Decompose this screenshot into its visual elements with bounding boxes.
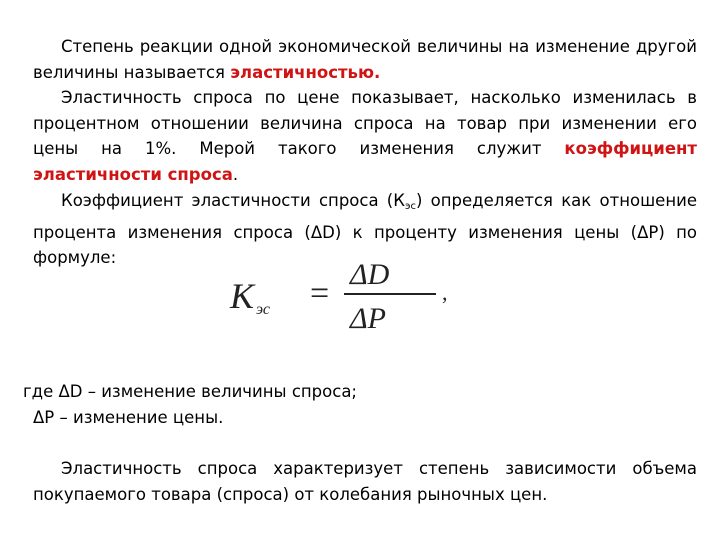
coefficient-text-a: Коэффициент эластичности спроса (К [61,191,405,210]
formula-lhs-subscript: эс [256,301,270,318]
paragraph-conclusion: Эластичность спроса характеризует степень зависимости объема покупаемого товара (спроса) от колебания рыночных цен. [33,459,697,504]
formula-comma: , [442,280,448,305]
where-delta-p: ΔP – изменение цены. [33,408,224,427]
definition-text: Степень реакции одной экономической величины на изменение другой величины называется [33,37,697,82]
formula-equals: = [310,275,330,312]
elasticity-formula [226,252,458,336]
term-elasticity: эластичностью. [230,62,381,82]
paragraph-price-elasticity [33,85,697,187]
where-delta-d: где ΔD – изменение величины спроса; [23,382,357,401]
coefficient-text-b: ) определяется как отношение процента изменения спроса (ΔD) к проценту изменения цены (ΔP) по формуле: [33,191,697,267]
formula-denominator: ΔP [350,302,386,335]
paragraph-definition [33,34,697,85]
term-elasticity-coefficient: коэффициент эластичности спроса [33,139,697,184]
coefficient-subscript: эс [404,201,416,212]
formula-numerator: ΔD [350,258,390,291]
price-elasticity-text: Эластичность спроса по цене показывает, насколько изменилась в процентном отношении величина спроса на товар при изменении его цены на 1%. Мерой такого изменения служит [33,88,697,158]
formula-lhs: K [230,276,255,316]
period: . [232,164,239,184]
